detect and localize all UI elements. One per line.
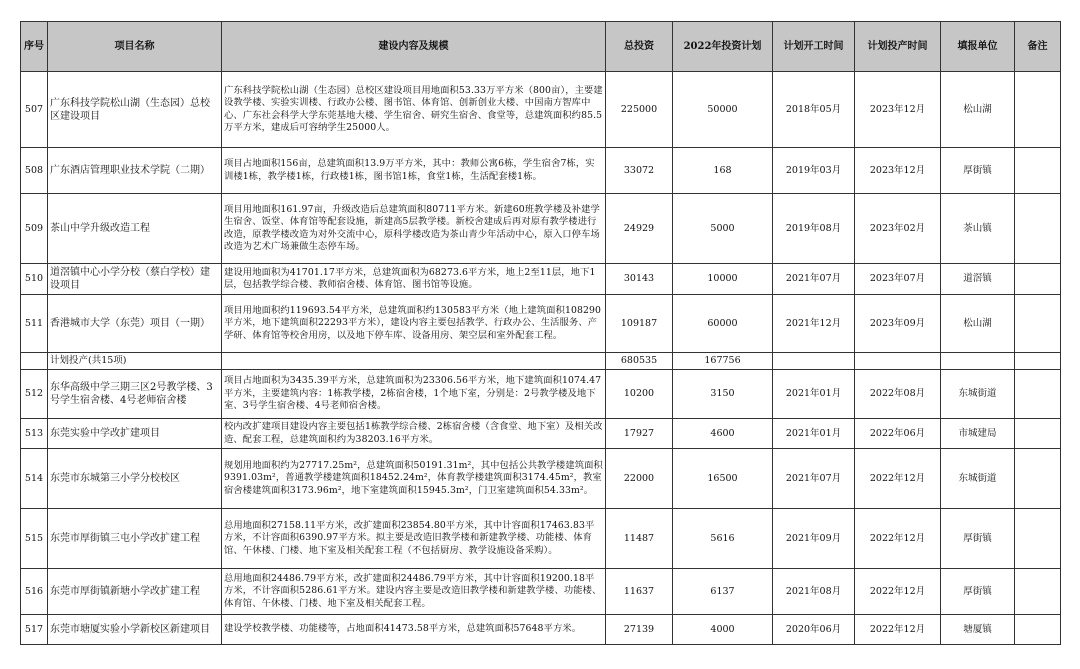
header-total: 总投资: [606, 22, 673, 72]
row-no: 513: [21, 419, 48, 449]
row-remark: [1015, 615, 1061, 645]
row-plan: 168: [673, 148, 773, 194]
row-total: 109187: [606, 295, 673, 353]
row-end: 2023年12月: [855, 72, 941, 148]
header-remark: 备注: [1015, 22, 1061, 72]
row-total: 11637: [606, 569, 673, 615]
row-start: 2021年01月: [773, 419, 855, 449]
row-plan: 60000: [673, 295, 773, 353]
row-total: 33072: [606, 148, 673, 194]
subtotal-no: [21, 353, 48, 370]
row-plan: 16500: [673, 449, 773, 509]
table-row: [21, 615, 1061, 645]
row-no: 511: [21, 295, 48, 353]
row-content: 建设用地面积为41701.17平方米，总建筑面积为68273.6平方米，地上2至11层，地下1层，包括教学综合楼、教师宿舍楼、体育馆、图书馆等设施。: [222, 264, 606, 295]
row-total: 17927: [606, 419, 673, 449]
header-end: 计划投产时间: [855, 22, 941, 72]
row-name: 广东酒店管理职业技术学院（二期）: [48, 148, 222, 194]
row-total: 30143: [606, 264, 673, 295]
row-start: 2021年12月: [773, 295, 855, 353]
subtotal-plan: 167756: [673, 353, 773, 370]
subtotal-end: [855, 353, 941, 370]
row-remark: [1015, 419, 1061, 449]
row-unit: 松山湖: [941, 295, 1015, 353]
header-row: [21, 22, 1061, 72]
row-end: 2022年12月: [855, 449, 941, 509]
row-name: 东莞实验中学改扩建项目: [48, 419, 222, 449]
row-remark: [1015, 194, 1061, 264]
header-name: 项目名称: [48, 22, 222, 72]
row-plan: 10000: [673, 264, 773, 295]
row-total: 10200: [606, 370, 673, 419]
row-name: 东莞市厚街镇新塘小学改扩建工程: [48, 569, 222, 615]
row-total: 24929: [606, 194, 673, 264]
row-unit: 厚街镇: [941, 569, 1015, 615]
row-start: 2021年07月: [773, 449, 855, 509]
table-row: [21, 449, 1061, 509]
row-no: 515: [21, 509, 48, 569]
header-start: 计划开工时间: [773, 22, 855, 72]
row-unit: 道滘镇: [941, 264, 1015, 295]
row-remark: [1015, 264, 1061, 295]
row-start: 2021年09月: [773, 509, 855, 569]
row-name: 广东科技学院松山湖（生态园）总校区建设项目: [48, 72, 222, 148]
row-start: 2020年06月: [773, 615, 855, 645]
row-start: 2019年08月: [773, 194, 855, 264]
row-name: 东华高级中学三期三区2号教学楼、3号学生宿舍楼、4号老师宿舍楼: [48, 370, 222, 419]
subtotal-start: [773, 353, 855, 370]
row-remark: [1015, 72, 1061, 148]
table-row: [21, 509, 1061, 569]
row-content: 校内改扩建项目建设内容主要包括1栋教学综合楼、2栋宿舍楼（含食堂、地下室）及相关改造、配套工程，总建筑面积约为38203.16平方米。: [222, 419, 606, 449]
table-row: [21, 295, 1061, 353]
row-end: 2023年07月: [855, 264, 941, 295]
header-plan: 2022年投资计划: [673, 22, 773, 72]
table-row: [21, 370, 1061, 419]
table-row: [21, 569, 1061, 615]
row-total: 27139: [606, 615, 673, 645]
row-unit: 厚街镇: [941, 148, 1015, 194]
row-plan: 50000: [673, 72, 773, 148]
table-row: [21, 264, 1061, 295]
row-total: 11487: [606, 509, 673, 569]
row-unit: 茶山镇: [941, 194, 1015, 264]
row-start: 2018年05月: [773, 72, 855, 148]
row-unit: 松山湖: [941, 72, 1015, 148]
row-start: 2019年03月: [773, 148, 855, 194]
row-content: 项目用地面积161.97亩，升级改造后总建筑面积80711平方米。新建60班教学楼及补建学生宿舍、饭堂、体育馆等配套设施，新建高5层教学楼。新校舍建成后再对原有教学楼进行改造，原教学楼改造为对外交流中心，原科学楼改造为茶山青少年活动中心，原入口停车场改造为艺术广场兼做生态停车场。: [222, 194, 606, 264]
row-end: 2022年12月: [855, 569, 941, 615]
row-remark: [1015, 569, 1061, 615]
subtotal-remark: [1015, 353, 1061, 370]
row-name: 道滘镇中心小学分校（蔡白学校）建设项目: [48, 264, 222, 295]
row-end: 2023年12月: [855, 148, 941, 194]
row-plan: 5616: [673, 509, 773, 569]
subtotal-row: [21, 353, 1061, 370]
row-content: 总用地面积27158.11平方米，改扩建面积23854.80平方米，其中计容面积17463.83平方米，不计容面积6390.97平方米。拟主要是改造旧教学楼和新建教学楼、功能楼、体育馆、午休楼、门楼、地下室及相关配套工程（不包括厨房、教学设施设备采购）。: [222, 509, 606, 569]
row-content: 项目占地面积156亩，总建筑面积13.9万平方米，其中：教师公寓6栋，学生宿舍7栋，实训楼1栋，教学楼1栋，行政楼1栋，图书馆1栋，食堂1栋，生活配套楼1栋。: [222, 148, 606, 194]
row-no: 516: [21, 569, 48, 615]
header-no: 序号: [21, 22, 48, 72]
row-remark: [1015, 449, 1061, 509]
row-content: 项目用地面积约119693.54平方米，总建筑面积约130583平方米（地上建筑面积108290平方米，地下建筑面积22293平方米），建设内容主要包括教学、行政办公、生活服务、产学研、体育馆等校舍用房，以及地下停车库、设备用房、架空层和室外配套工程。: [222, 295, 606, 353]
row-plan: 4000: [673, 615, 773, 645]
row-name: 东莞市东城第三小学分校校区: [48, 449, 222, 509]
row-total: 22000: [606, 449, 673, 509]
row-plan: 3150: [673, 370, 773, 419]
row-no: 517: [21, 615, 48, 645]
row-name: 东莞市厚街镇三屯小学改扩建工程: [48, 509, 222, 569]
row-name: 东莞市塘厦实验小学新校区新建项目: [48, 615, 222, 645]
row-total: 225000: [606, 72, 673, 148]
subtotal-unit: [941, 353, 1015, 370]
row-end: 2023年09月: [855, 295, 941, 353]
row-start: 2021年07月: [773, 264, 855, 295]
row-start: 2021年01月: [773, 370, 855, 419]
row-remark: [1015, 509, 1061, 569]
project-table-sheet: [20, 21, 1061, 645]
subtotal-total: 680535: [606, 353, 673, 370]
subtotal-content: [222, 353, 606, 370]
table-row: [21, 419, 1061, 449]
header-content: 建设内容及规模: [222, 22, 606, 72]
table-row: [21, 148, 1061, 194]
row-plan: 4600: [673, 419, 773, 449]
row-name: 香港城市大学（东莞）项目（一期）: [48, 295, 222, 353]
row-content: 广东科技学院松山湖（生态园）总校区建设项目用地面积53.33万平方米（800亩），主要建设教学楼、实验实训楼、行政办公楼、图书馆、体育馆、创新创业大楼、中国南方智库中心、广东社会科学大学东莞基地大楼、学生宿舍、研究生宿舍、食堂等，总建筑面积约85.5万平方米，建成后可容纳学生25000人。: [222, 72, 606, 148]
row-unit: 东城街道: [941, 370, 1015, 419]
row-no: 507: [21, 72, 48, 148]
row-no: 509: [21, 194, 48, 264]
row-unit: 东城街道: [941, 449, 1015, 509]
table-row: [21, 194, 1061, 264]
row-plan: 6137: [673, 569, 773, 615]
row-no: 508: [21, 148, 48, 194]
row-content: 项目占地面积为3435.39平方米，总建筑面积为23306.56平方米，地下建筑面积1074.47平方米，主要建筑内容：1栋教学楼，2栋宿舍楼，1个地下室，分别是：2号教学楼及地下室、3号学生宿舍楼、4号老师宿舍楼。: [222, 370, 606, 419]
row-end: 2022年12月: [855, 615, 941, 645]
row-end: 2023年02月: [855, 194, 941, 264]
subtotal-label: 计划投产(共15项): [48, 353, 222, 370]
row-no: 514: [21, 449, 48, 509]
row-name: 茶山中学升级改造工程: [48, 194, 222, 264]
row-content: 总用地面积24486.79平方米，改扩建面积24486.79平方米，其中计容面积19200.18平方米，不计容面积5286.61平方米。建设内容主要是改造旧教学楼和新建教学楼、功能楼、体育馆、午休楼、门楼、地下室及相关配套工程。: [222, 569, 606, 615]
row-no: 510: [21, 264, 48, 295]
row-end: 2022年12月: [855, 509, 941, 569]
header-unit: 填报单位: [941, 22, 1015, 72]
row-remark: [1015, 295, 1061, 353]
row-unit: 市城建局: [941, 419, 1015, 449]
row-content: 建设学校教学楼、功能楼等，占地面积41473.58平方米，总建筑面积57648平方米。: [222, 615, 606, 645]
row-remark: [1015, 370, 1061, 419]
row-unit: 塘厦镇: [941, 615, 1015, 645]
row-remark: [1015, 148, 1061, 194]
project-table: [20, 21, 1061, 645]
row-plan: 5000: [673, 194, 773, 264]
row-end: 2022年06月: [855, 419, 941, 449]
row-content: 规划用地面积约为27717.25m²，总建筑面积50191.31m²，其中包括公共教学楼建筑面积9391.03m²，普通教学楼建筑面积18452.24m²，体育教学楼建筑面积3174.45m²，教室宿舍楼建筑面积3173.96m²，地下室建筑面积15945.3m²，门卫室建筑面积54.33m²。: [222, 449, 606, 509]
row-no: 512: [21, 370, 48, 419]
row-unit: 厚街镇: [941, 509, 1015, 569]
row-end: 2022年08月: [855, 370, 941, 419]
table-row: [21, 72, 1061, 148]
row-start: 2021年08月: [773, 569, 855, 615]
